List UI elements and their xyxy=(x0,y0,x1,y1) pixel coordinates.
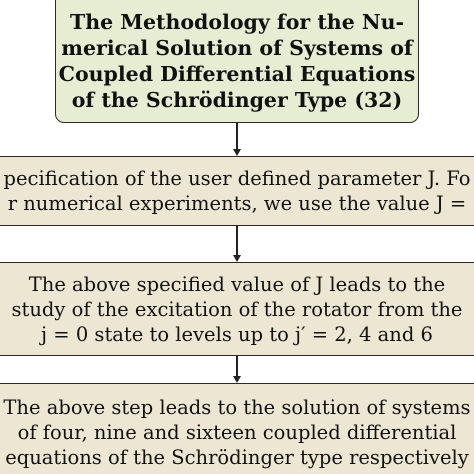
step-2-line-1: The above specified value of J leads to the xyxy=(28,272,446,296)
methodology-title-box xyxy=(55,0,419,123)
arrow-head-icon xyxy=(233,149,241,156)
title-line-4: of the Schrödinger Type (32) xyxy=(71,87,403,112)
step-2-line-2: study of the excitation of the rotator from the xyxy=(11,297,463,321)
arrow-shaft xyxy=(236,226,238,255)
step-3-line-2: of four, nine and sixteen coupled differential xyxy=(17,420,457,444)
arrow-head-icon xyxy=(233,376,241,383)
step-3-line-3: equations of the Schrödinger type respectively xyxy=(5,445,469,469)
title-line-1: The Methodology for the Nu- xyxy=(69,9,405,34)
title-line-3: Coupled Differential Equations xyxy=(58,61,416,86)
step-1-line-2: r numerical experiments, we use the value J = xyxy=(7,192,467,215)
arrow-shaft xyxy=(236,123,238,149)
step-box-coupled-systems xyxy=(0,383,474,474)
step-1-line-1: pecification of the user defined parameter J. Fo xyxy=(3,167,471,190)
arrow-shaft xyxy=(236,356,238,376)
title-line-2: merical Solution of Systems of xyxy=(61,35,413,60)
step-box-rotator-excitation xyxy=(0,262,474,356)
step-box-parameter-specification xyxy=(0,156,474,226)
step-3-line-1: The above step leads to the solution of systems xyxy=(3,395,471,419)
arrow-head-icon xyxy=(233,255,241,262)
step-2-line-3: j = 0 state to levels up to j′ = 2, 4 and 6 xyxy=(41,322,433,346)
